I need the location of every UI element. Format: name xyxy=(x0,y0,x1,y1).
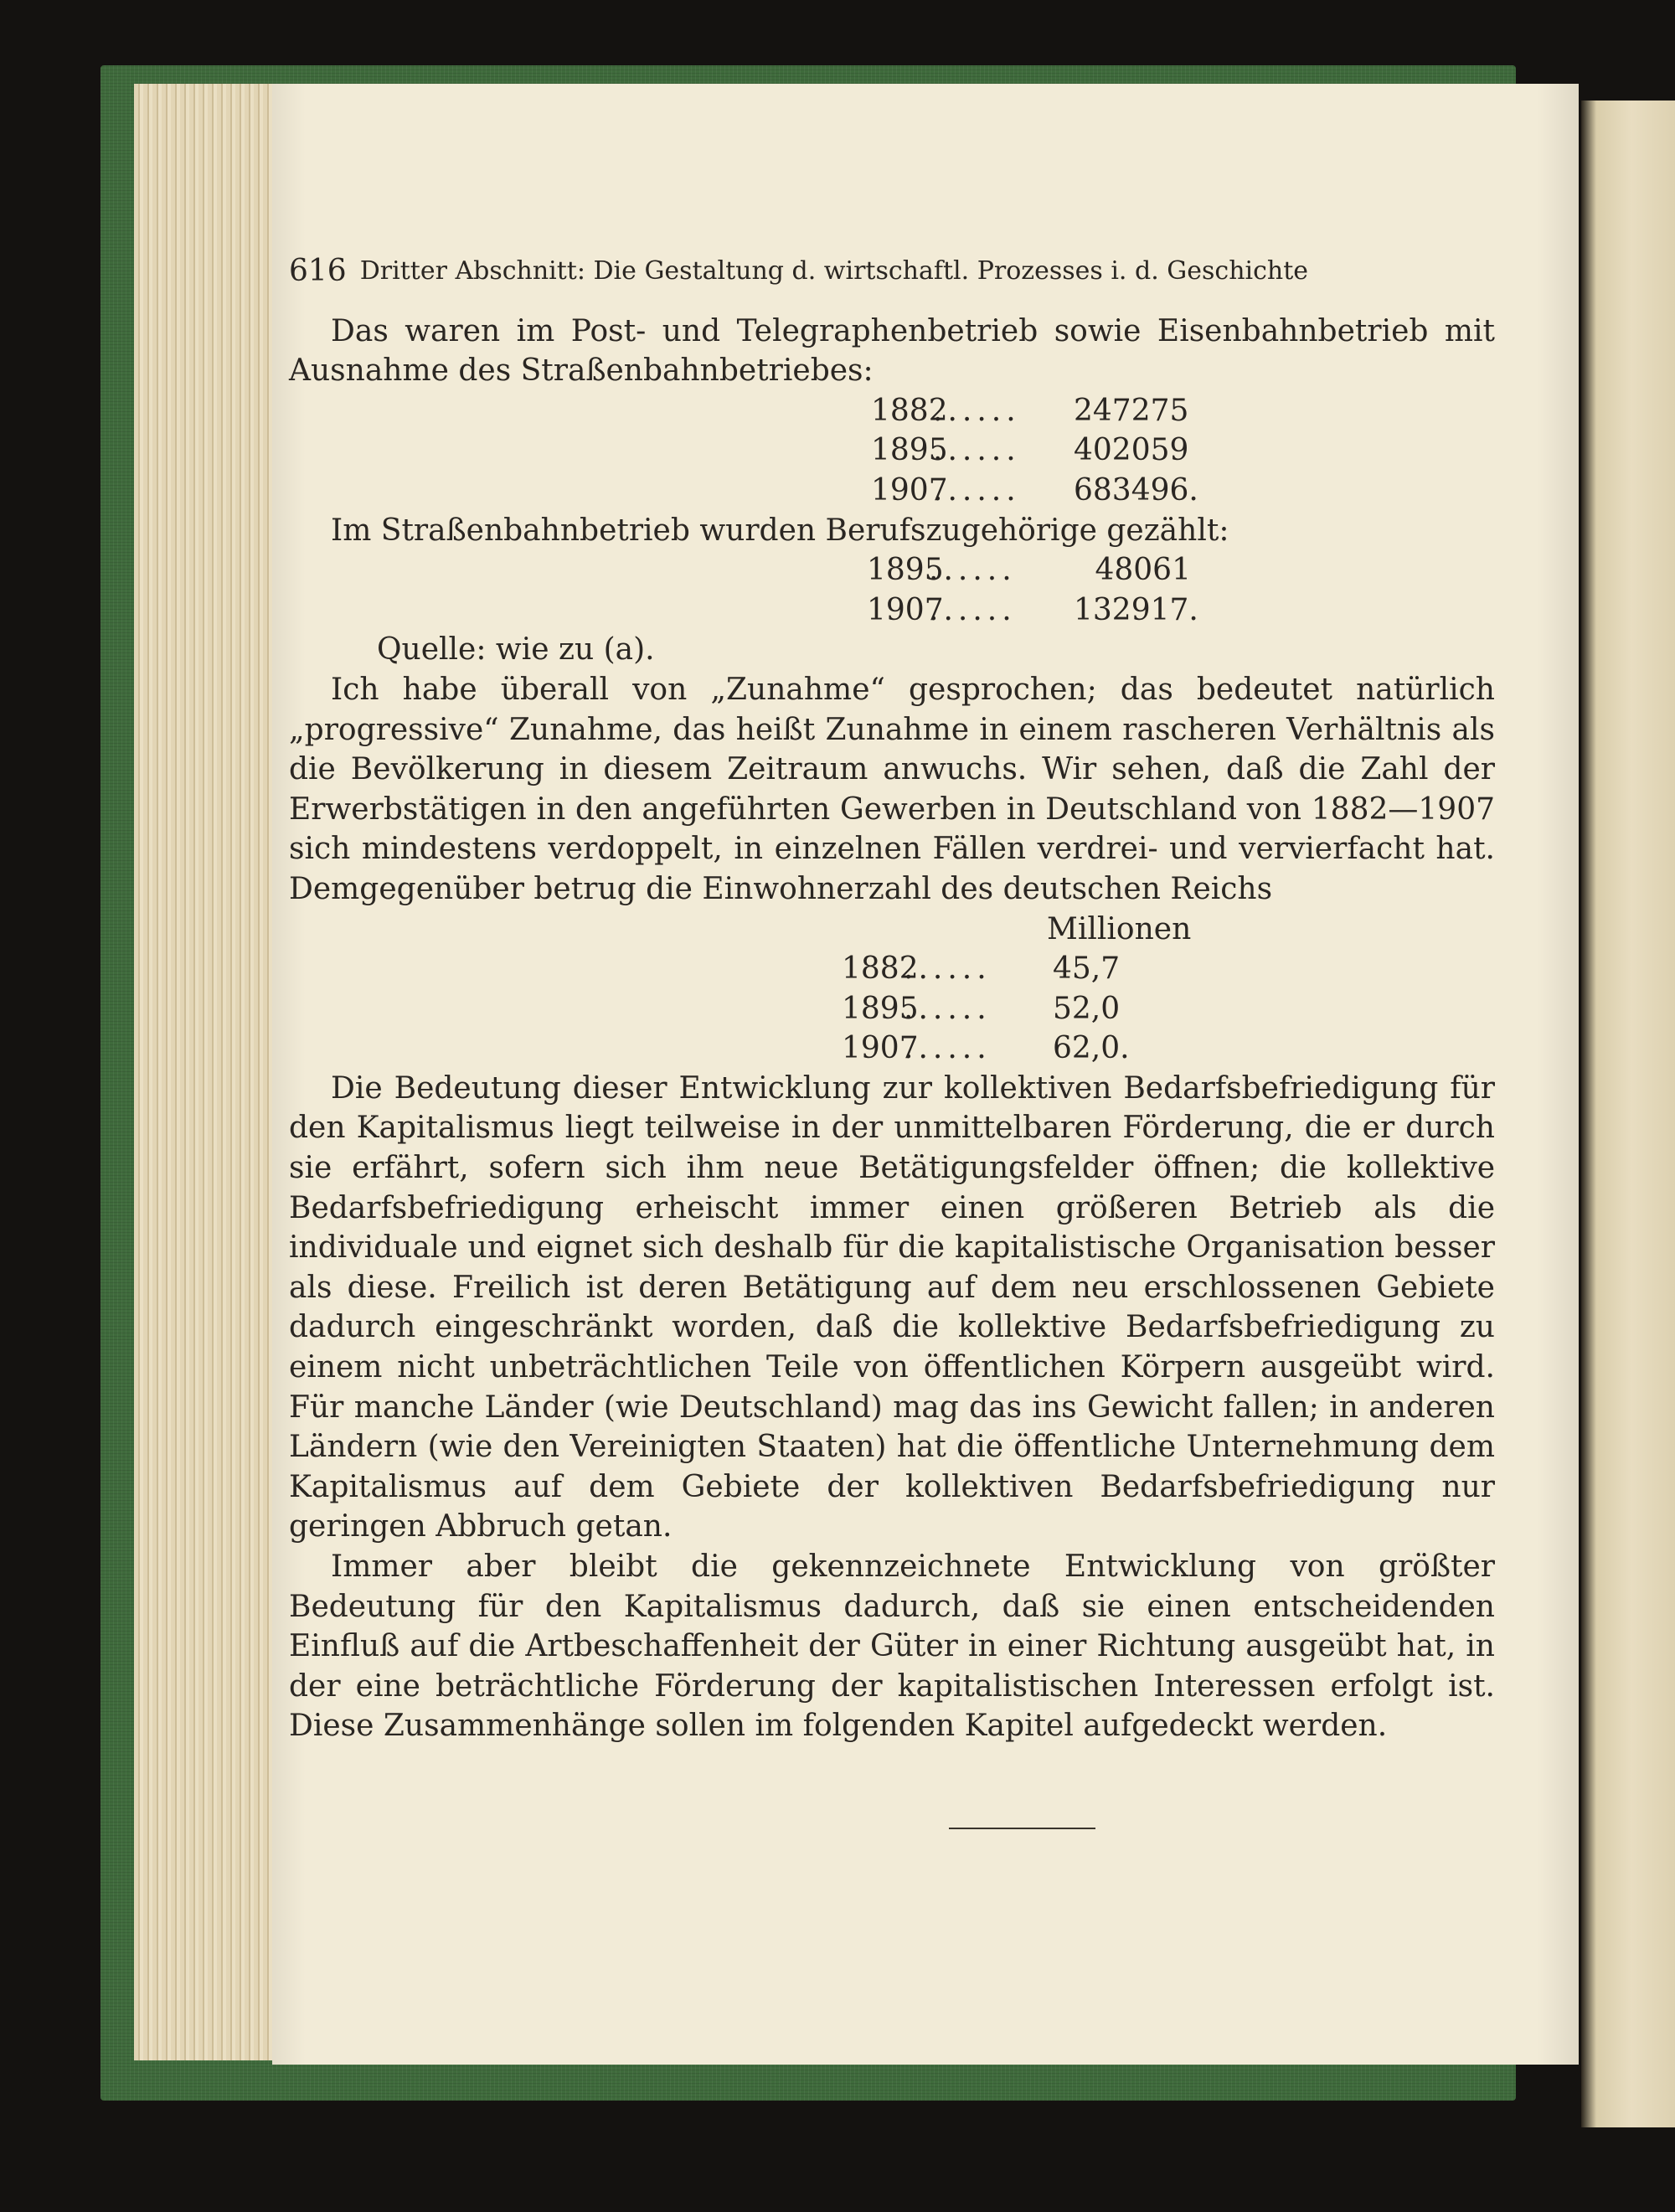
table-population xyxy=(289,949,1495,1069)
table-row xyxy=(289,471,1495,511)
page-number: 616 xyxy=(289,254,347,288)
table-row xyxy=(289,590,1495,631)
paragraph-zunahme: Ich habe überall von „Zunahme“ gesprochen; das bedeutet natürlich „progressive“ Zunahme, das heißt Zunahme in einem rascheren Verhältnis als die Bevölkerung in diesem Zeitraum anwuchs. Wir sehen, daß die Zahl der Erwerbstätigen in den angeführten Gewerben in Deutschland von 1882—1907 sich mindestens verdoppelt, in einzelnen Fällen verdrei- und vervierfacht hat. Demgegenüber betrug die Einwohnerzahl des deutschen Reichs xyxy=(289,672,1495,906)
leader-dots: ...... xyxy=(933,433,1021,468)
leader-dots: ...... xyxy=(933,393,1021,428)
section-end-rule xyxy=(949,1828,1095,1829)
leader-dots: ...... xyxy=(904,1031,992,1066)
value: 45,7 xyxy=(1053,951,1121,987)
source-note: Quelle: wie zu (a). xyxy=(377,632,655,668)
paragraph-bedeutung: Die Bedeutung dieser Entwicklung zur kollektiven Bedarfsbefriedigung für den Kapitalismus liegt teilweise in der unmittelbaren Förderung, die er durch sie erfährt, sofern sich ihm neue Betätigungsfelder öffnen; die kollektive Bedarfsbefriedigung erheischt immer einen größeren Betrieb als die individuale und eignet sich deshalb für die kapitalistische Organisation besser als diese. Freilich ist deren Betätigung auf dem neu erschlossenen Gebiete dadurch eingeschränkt worden, daß die kollektive Bedarfsbefriedigung zu einem nicht unbeträchtlichen Teile von öffentlichen Körpern ausgeübt wird. Für manche Länder (wie Deutschland) mag das ins Gewicht fallen; in anderen Ländern (wie den Vereinigten Staaten) hat die öffentliche Unternehmung dem Kapitalismus auf dem Gebiete der kollektiven Bedarfsbefriedigung nur geringen Abbruch getan. xyxy=(289,1070,1495,1544)
year: 1907 xyxy=(867,592,944,627)
year: 1895 xyxy=(867,553,944,588)
table-strassenbahn xyxy=(289,550,1495,630)
page-edges xyxy=(134,84,281,2060)
table-row xyxy=(289,550,1495,590)
value: 132917. xyxy=(1074,592,1198,627)
leader-dots: ...... xyxy=(929,592,1017,627)
facing-page-edge xyxy=(1581,101,1675,2127)
intro-paragraph: Das waren im Post- und Telegraphenbetrieb sowie Eisenbahnbetrieb mit Ausnahme des Straßenbahnbetriebes: xyxy=(289,313,1495,389)
page-text xyxy=(289,251,1495,1746)
table-row xyxy=(289,949,1495,989)
year: 1882 xyxy=(842,951,919,987)
table-row xyxy=(289,391,1495,431)
table-unit-label: Millionen xyxy=(1047,911,1192,946)
running-title: Dritter Abschnitt: Die Gestaltung d. wirtschaftl. Prozesses i. d. Geschichte xyxy=(359,256,1309,286)
leader-dots: ...... xyxy=(929,553,1017,588)
table-row xyxy=(289,1029,1495,1069)
value: 62,0. xyxy=(1053,1031,1130,1066)
value: 402059 xyxy=(1074,433,1189,468)
year: 1882 xyxy=(871,393,948,428)
running-head xyxy=(289,251,1495,291)
year: 1907 xyxy=(871,472,948,508)
table-post-telegraph xyxy=(289,391,1495,511)
year: 1895 xyxy=(842,991,919,1026)
leader-dots: ...... xyxy=(933,472,1021,508)
paragraph-immer-aber: Immer aber bleibt die gekennzeichnete Entwicklung von größter Bedeutung für den Kapitalismus dadurch, daß sie einen entscheidenden Einfluß auf die Artbeschaffenheit der Güter in einer Richtung ausgeübt hat, in der eine beträchtliche Förderung der kapitalistischen Interessen erfolgt ist. Diese Zusammenhänge sollen im folgenden Kapitel aufgedeckt werden. xyxy=(289,1549,1495,1744)
leader-dots: ...... xyxy=(904,951,992,987)
value: 683496. xyxy=(1074,472,1198,508)
table-row xyxy=(289,431,1495,471)
year: 1895 xyxy=(871,433,948,468)
value: 247275 xyxy=(1074,393,1189,428)
strassenbahn-intro: Im Straßenbahnbetrieb wurden Berufszugehörige gezählt: xyxy=(331,513,1229,548)
leader-dots: ...... xyxy=(904,991,992,1026)
value: 52,0 xyxy=(1053,991,1121,1026)
value: 48061 xyxy=(1095,553,1191,588)
table-row xyxy=(289,989,1495,1029)
year: 1907 xyxy=(842,1031,919,1066)
